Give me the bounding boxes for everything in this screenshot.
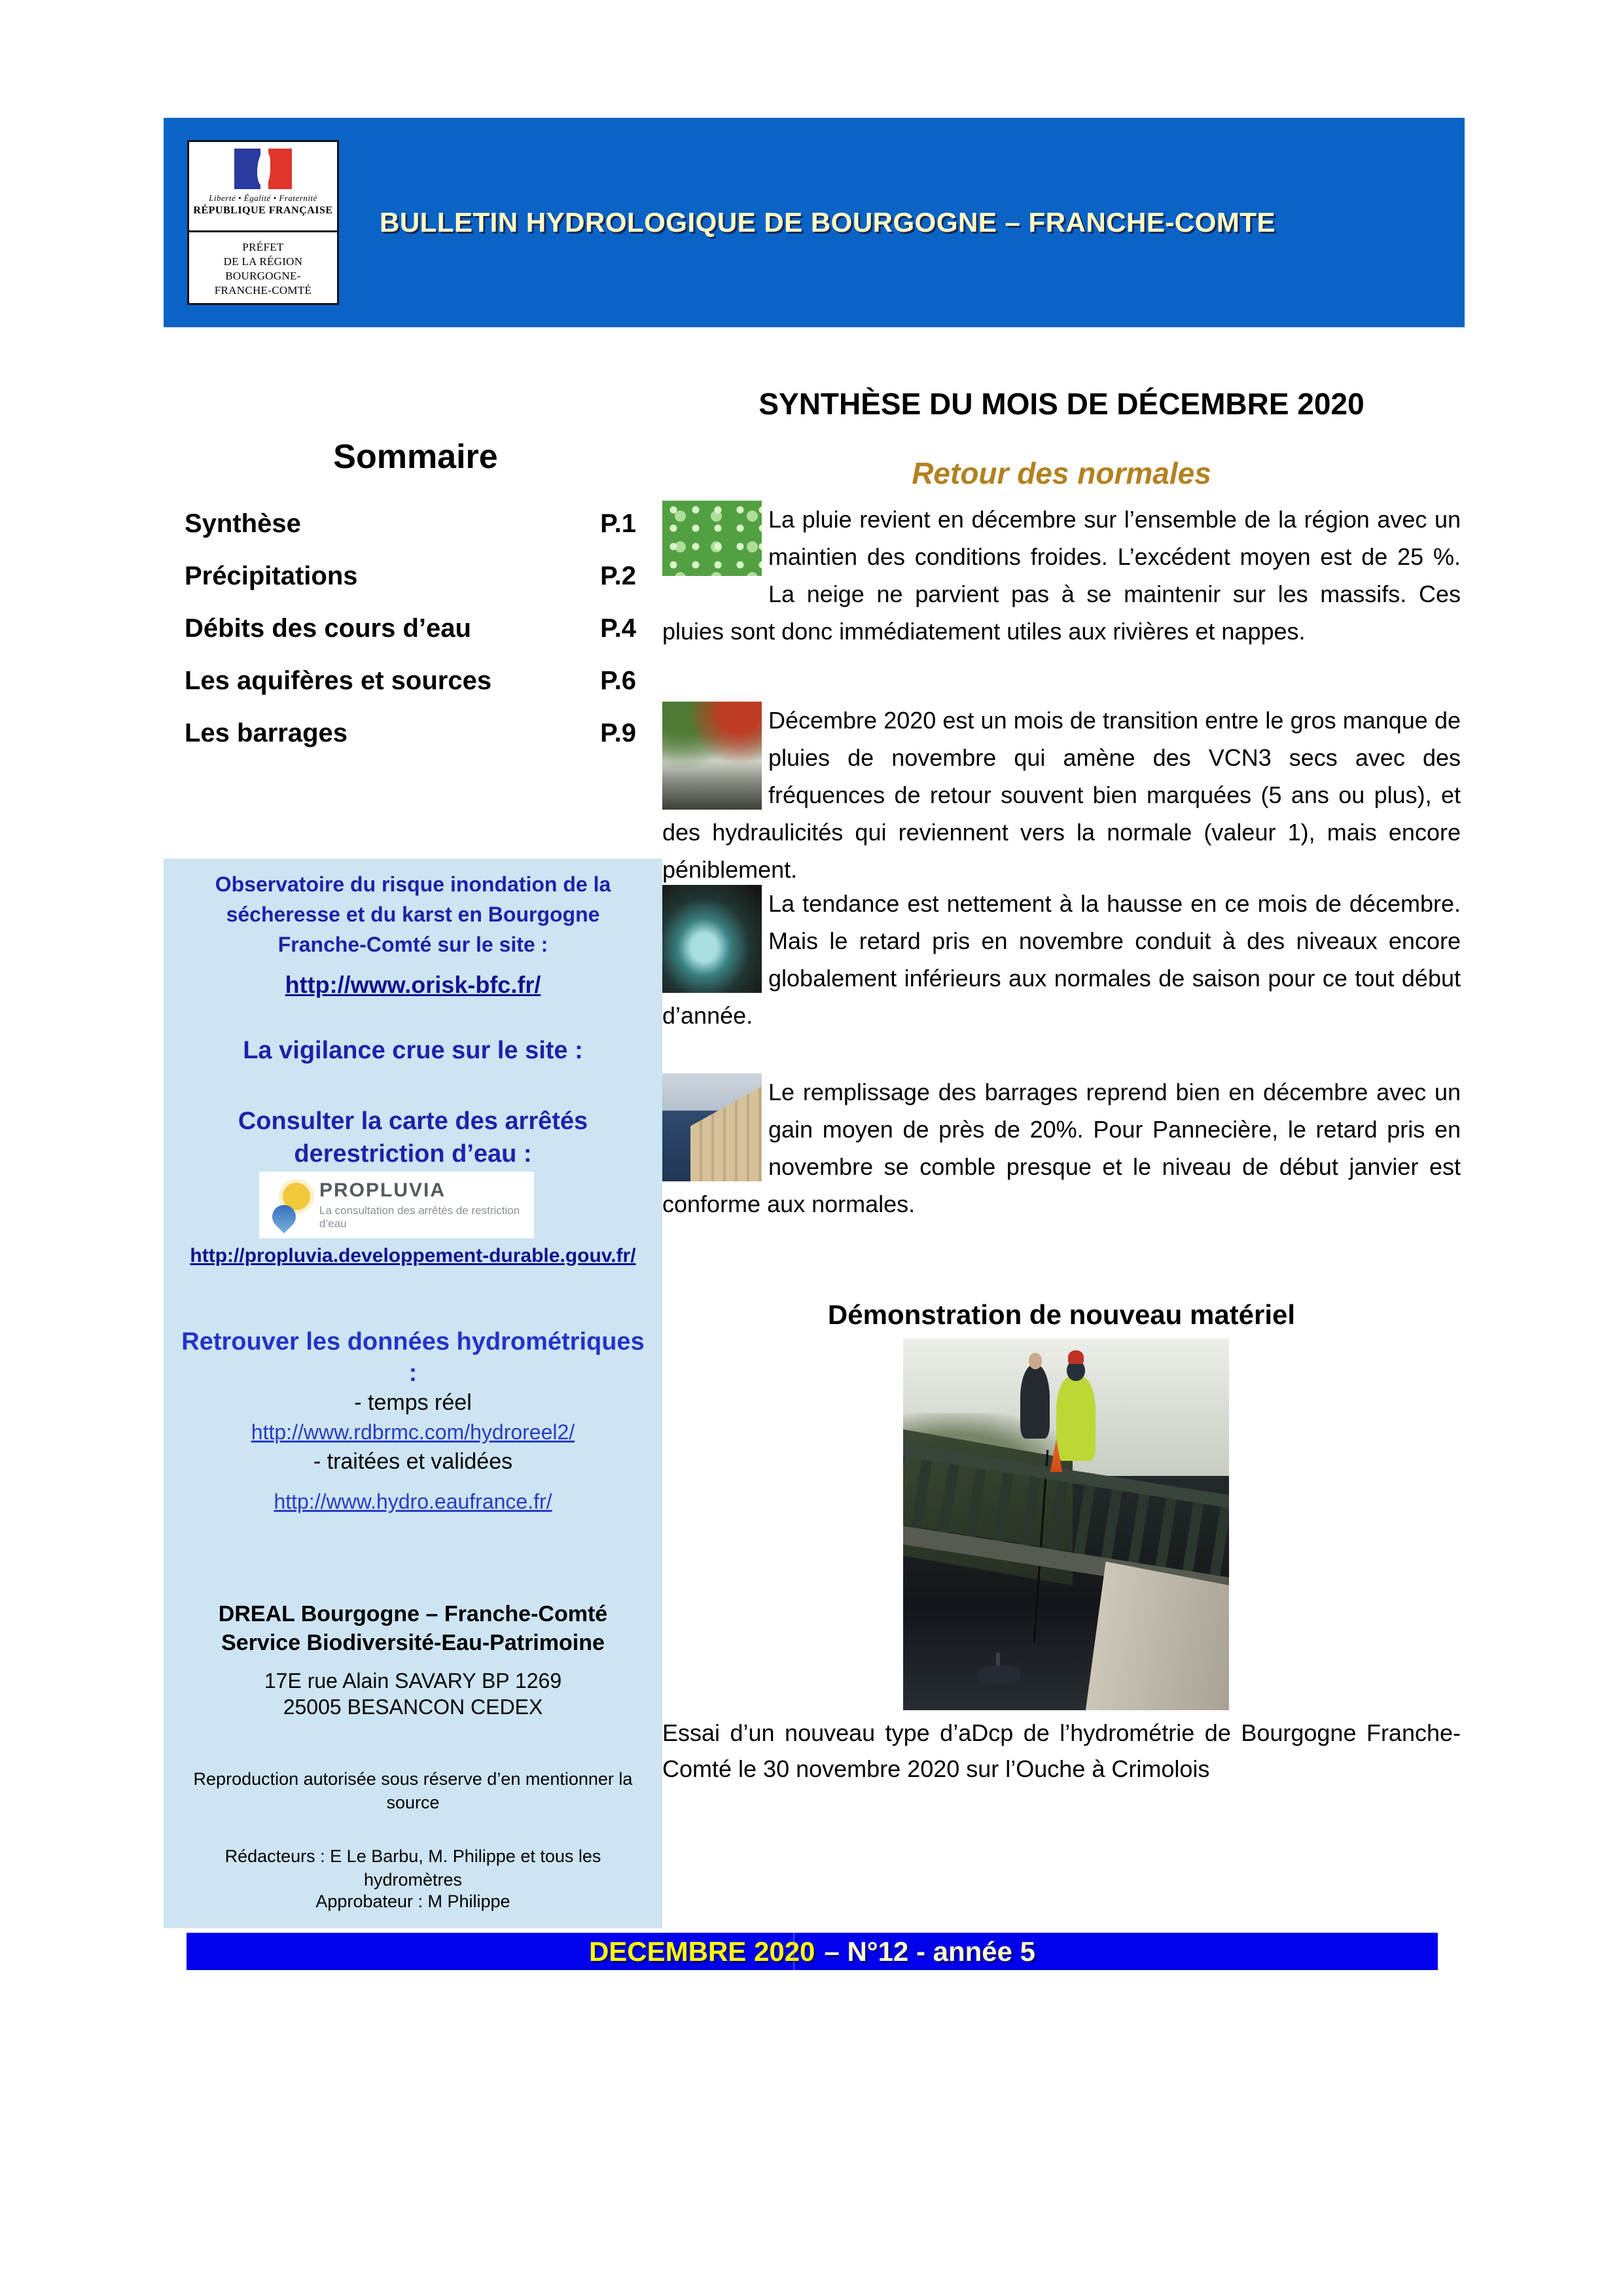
realtime-label: - temps réel bbox=[354, 1390, 472, 1415]
toc-item-barrages[interactable]: Les barrages P.9 bbox=[185, 719, 636, 747]
synthesis-title: SYNTHÈSE DU MOIS DE DÉCEMBRE 2020 bbox=[758, 387, 1364, 421]
eaufrance-link[interactable]: http://www.hydro.eaufrance.fr/ bbox=[274, 1490, 552, 1513]
photo-caption: Essai d’un nouveau type d’aDcp de l’hydrométrie de Bourgogne Franche-Comté le 30 novembre 2020 sur l’Ouche à Crimolois bbox=[662, 1719, 1461, 1782]
autumn-river-icon bbox=[662, 702, 762, 810]
table-of-contents bbox=[185, 509, 636, 771]
toc-page-number: P.2 bbox=[600, 562, 636, 590]
sun-raindrop-icon bbox=[266, 1179, 315, 1231]
address-block: 17E rue Alain SAVARY BP 1269 25005 BESANCON CEDEX bbox=[264, 1669, 562, 1719]
reproduction-notice: Reproduction autorisée sous réserve d’en mentionner la source bbox=[193, 1769, 633, 1812]
vigilance-heading: La vigilance crue sur le site : bbox=[243, 1037, 583, 1064]
propluvia-tagline: La consultation des arrêtés de restriction d’eau bbox=[319, 1204, 520, 1230]
organization-block: DREAL Bourgogne – Franche-Comté Service Biodiversité-Eau-Patrimoine bbox=[218, 1602, 608, 1655]
hydro-data-heading: Retrouver les données hydrométriques : bbox=[181, 1328, 645, 1387]
toc-item-aquiferes[interactable]: Les aquifères et sources P.6 bbox=[185, 666, 636, 695]
dam-icon bbox=[662, 1073, 762, 1181]
propluvia-link[interactable]: http://propluvia.developpement-durable.gouv.fr/ bbox=[190, 1245, 636, 1266]
header-banner bbox=[164, 118, 1465, 327]
synthesis-paragraph-rain: La pluie revient en décembre sur l’ensemble de la région avec un maintien des conditions froides. L’excédent moyen est de 25 %. La neige ne parvient pas à se maintenir sur les massifs. Ces pluies sont donc immédiatement utiles aux rivières et nappes. bbox=[662, 501, 1461, 650]
issue-number: – N°12 - année 5 bbox=[824, 1935, 1036, 1967]
synthesis-paragraph-dams: Le remplissage des barrages reprend bien en décembre avec un gain moyen de près de 20%. Pour Pannecière, le retard pris en novembre se comble presque et le niveau de début janvier est conforme aux normales. bbox=[662, 1073, 1461, 1223]
photo-adcp-boat bbox=[978, 1666, 1021, 1684]
synthesis-paragraph-trend: La tendance est nettement à la hausse en ce mois de décembre. Mais le retard pris en novembre conduit à des niveaux encore globalement inférieurs aux normales de saison pour ce tout début d’année. bbox=[662, 885, 1461, 1034]
issue-banner bbox=[187, 1933, 1438, 1970]
bulletin-title: BULLETIN HYDROLOGIQUE DE BOURGOGNE – FRANCHE-COMTE bbox=[380, 207, 1276, 238]
toc-page-number: P.1 bbox=[600, 509, 636, 538]
hydroreel-link[interactable]: http://www.rdbrmc.com/hydroreel2/ bbox=[251, 1420, 575, 1444]
info-sidebar bbox=[164, 859, 662, 1928]
karst-cave-icon bbox=[662, 885, 762, 993]
toc-page-number: P.4 bbox=[600, 614, 636, 643]
issue-month: DECEMBRE 2020 bbox=[588, 1935, 815, 1967]
republique-francaise-logo bbox=[189, 142, 337, 232]
photo-technician bbox=[1020, 1365, 1050, 1439]
photo-concrete-pier bbox=[1086, 1562, 1229, 1710]
redactors-line: Rédacteurs : E Le Barbu, M. Philippe et tous les hydromètres bbox=[224, 1846, 601, 1890]
propluvia-logo[interactable] bbox=[259, 1172, 534, 1238]
logo-republic: RÉPUBLIQUE FRANÇAISE bbox=[193, 205, 333, 216]
toc-item-synthese[interactable]: Synthèse P.1 bbox=[185, 509, 636, 538]
raindrops-leaf-icon bbox=[662, 501, 762, 576]
toc-item-precipitations[interactable]: Précipitations P.2 bbox=[185, 562, 636, 590]
synthesis-paragraph-transition: Décembre 2020 est un mois de transition entre le gros manque de pluies de novembre qui amène des VCN3 secs avec des fréquences de retour souvent bien marquées (5 ans ou plus), et des hydraulicités qui reviennent vers la normale (valeur 1), mais encore péniblement. bbox=[662, 702, 1461, 888]
prefet-region-label: PRÉFET DE LA RÉGION BOURGOGNE- FRANCHE-COMTÉ bbox=[214, 241, 312, 296]
observatory-heading: Observatoire du risque inondation de la sécheresse et du karst en Bourgogne Franche-Comté sur le site : bbox=[215, 872, 611, 956]
approver-line: Approbateur : M Philippe bbox=[315, 1892, 510, 1911]
propluvia-name: PROPLUVIA bbox=[319, 1179, 446, 1201]
toc-page-number: P.9 bbox=[600, 719, 636, 747]
prefecture-logo bbox=[187, 140, 339, 305]
restriction-heading: Consulter la carte des arrêtés derestriction d’eau : bbox=[238, 1107, 588, 1168]
demo-section-title: Démonstration de nouveau matériel bbox=[827, 1299, 1296, 1330]
validated-label: - traitées et validées bbox=[313, 1449, 513, 1474]
logo-motto: Liberté • Égalité • Fraternité bbox=[209, 193, 317, 203]
bridge-photo bbox=[903, 1338, 1229, 1710]
toc-item-debits[interactable]: Débits des cours d’eau P.4 bbox=[185, 614, 636, 643]
toc-title: Sommaire bbox=[333, 438, 498, 476]
photo-technician-hivis bbox=[1056, 1376, 1096, 1462]
synthesis-subtitle: Retour des normales bbox=[912, 456, 1211, 490]
orisk-link[interactable]: http://www.orisk-bfc.fr/ bbox=[285, 971, 541, 998]
toc-page-number: P.6 bbox=[600, 666, 636, 695]
french-flag-icon bbox=[234, 149, 292, 189]
banner-cell-divider bbox=[793, 1933, 794, 1970]
